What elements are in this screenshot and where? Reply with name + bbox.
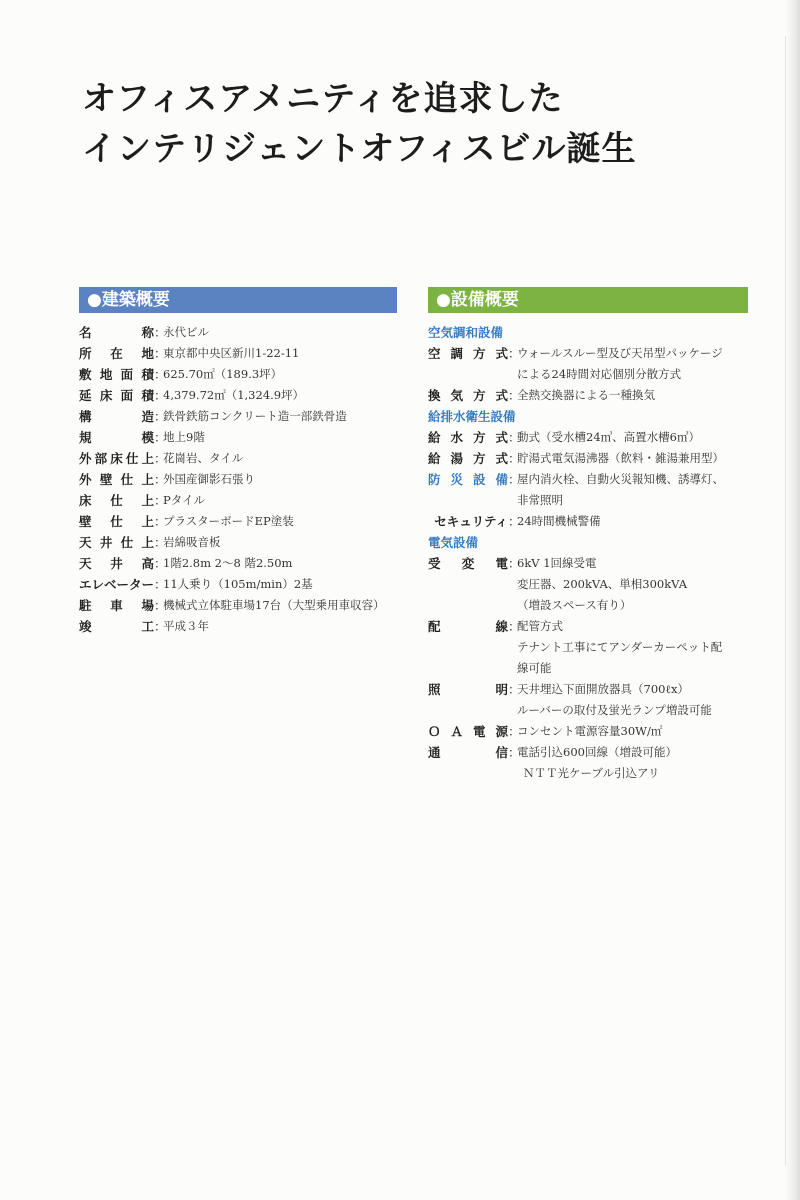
equip-value-line: 線可能 (517, 661, 552, 675)
equip-label: 空調方式 (428, 346, 508, 361)
equip-value-line: 電話引込600回線（増設可能） (517, 745, 677, 759)
spec-label: 壁仕上 (79, 514, 154, 529)
spec-value: 永代ビル (163, 325, 209, 339)
spec-label: 敷地面積 (79, 367, 154, 382)
spec-row-exterior-wall (79, 469, 397, 490)
equip-row-ventilation (428, 385, 748, 406)
spec-value: 4,379.72㎡（1,324.9坪） (163, 388, 305, 402)
colon: ： (154, 451, 167, 466)
spec-value: 機械式立体駐車場17台（大型乗用車収容） (163, 598, 385, 612)
spec-label: 規模 (79, 430, 154, 445)
equip-row-water-supply (428, 427, 748, 448)
equip-value (517, 427, 748, 448)
spec-value: 平成３年 (163, 619, 209, 633)
spec-label: 外壁仕上 (79, 472, 154, 487)
colon: ： (508, 430, 521, 445)
equip-value (517, 469, 748, 511)
spec-row-ceiling-finish (79, 532, 397, 553)
spec-value: 岩綿吸音板 (163, 535, 221, 549)
equip-row-hot-water (428, 448, 748, 469)
colon: ： (508, 619, 521, 634)
equip-value-line: ウォールスルー型及び天吊型パッケージ (517, 346, 723, 360)
equip-row-lighting (428, 679, 748, 721)
spec-value: Pタイル (163, 493, 206, 507)
equip-row-security (428, 511, 748, 532)
spec-value: 外国産御影石張り (163, 472, 255, 486)
equip-value-line: 変圧器、200kVA、単相300kVA (517, 577, 687, 591)
colon: ： (508, 388, 521, 403)
colon: ： (508, 346, 521, 361)
equip-label: ＯＡ電源 (428, 724, 508, 739)
spec-row-site-area (79, 364, 397, 385)
spec-label: 名称 (79, 325, 154, 340)
spec-label: 竣工 (79, 619, 154, 634)
spec-row-floor-finish (79, 490, 397, 511)
spec-value: 花崗岩、タイル (163, 451, 244, 465)
equip-value-line: 屋内消火栓、自動火災報知機、誘導灯、 (517, 472, 724, 486)
equip-row-air-conditioning (428, 343, 748, 385)
equip-label: セキュリティ (434, 514, 508, 529)
spec-row-address (79, 343, 397, 364)
equip-value (517, 448, 748, 469)
equip-row-power-receiving (428, 553, 748, 616)
spec-label: 所在地 (79, 346, 154, 361)
equip-value-line: 天井埋込下面開放器具（700ℓx） (517, 682, 689, 696)
headline-line-1: オフィスアメニティを追求した (82, 79, 564, 119)
equip-value (517, 343, 748, 385)
equip-label: 給湯方式 (428, 451, 508, 466)
spec-label: 延床面積 (79, 388, 154, 403)
headline-line-2: インテリジェントオフィスビル誕生 (82, 129, 637, 169)
equip-value (517, 553, 748, 616)
equip-value-line: 全熱交換器による一種換気 (517, 388, 655, 402)
colon: ： (154, 430, 167, 445)
spec-label: 天井仕上 (79, 535, 154, 550)
spec-row-scale (79, 427, 397, 448)
equip-value (517, 721, 748, 742)
equip-value-line: 配管方式 (517, 619, 563, 633)
equip-value-line: による24時間対応個別分散方式 (517, 367, 682, 381)
spec-row-ceiling-height (79, 553, 397, 574)
spec-row-name (79, 322, 397, 343)
building-overview-section (79, 287, 397, 637)
spec-value: 東京都中央区新川1-22-11 (163, 346, 300, 360)
colon: ： (508, 514, 521, 529)
colon: ： (508, 451, 521, 466)
spec-row-parking (79, 595, 397, 616)
building-spec-list (79, 322, 397, 637)
equipment-overview-section (428, 287, 748, 784)
colon: ： (154, 472, 167, 487)
spec-row-exterior-floor (79, 448, 397, 469)
spec-label: 駐車場 (79, 598, 154, 613)
equip-value (517, 679, 748, 721)
equip-label: 照明 (428, 682, 508, 697)
equip-label: 受変電 (428, 556, 508, 571)
colon: ： (154, 556, 167, 571)
colon: ： (508, 724, 521, 739)
spec-row-elevator (79, 574, 397, 595)
equipment-overview-heading: ●設備概要 (428, 287, 748, 313)
spec-label: 天井高 (79, 556, 154, 571)
colon: ： (154, 346, 167, 361)
colon: ： (154, 367, 167, 382)
hvac-subheading: 空気調和設備 (428, 325, 504, 340)
equip-value-line: コンセント電源容量30W/㎡ (517, 724, 663, 738)
equip-value-line: 6kV 1回線受電 (517, 556, 597, 570)
spec-row-completion (79, 616, 397, 637)
colon: ： (154, 535, 167, 550)
equip-row-oa-power (428, 721, 748, 742)
equip-value-line: （増設スペース有り） (517, 598, 632, 612)
spec-label: エレベーター (79, 577, 155, 592)
equip-value-line: テナント工事にてアンダーカーペット配 (517, 640, 723, 654)
equip-value-line: 非常照明 (517, 493, 563, 507)
equip-row-fire-safety (428, 469, 748, 511)
page-headline (82, 74, 637, 174)
equip-value-line: 24時間機械警備 (517, 514, 601, 528)
equipment-spec-list (428, 322, 748, 784)
equip-row-communication (428, 742, 748, 784)
spec-value: 鉄骨鉄筋コンクリート造一部鉄骨造 (163, 409, 347, 423)
spec-value: 1階2.8m 2〜8 階2.50m (163, 556, 293, 570)
colon: ： (154, 409, 167, 424)
colon: ： (508, 472, 521, 487)
equip-value-line: 貯湯式電気湯沸器（飲料・雑湯兼用型） (517, 451, 724, 465)
colon: ： (508, 556, 521, 571)
spec-label: 床仕上 (79, 493, 154, 508)
spec-value: プラスターボードEP塗装 (163, 514, 294, 528)
equip-value-line: 動式（受水槽24㎥、高置水槽6㎥） (517, 430, 700, 444)
page-edge-shadow (786, 0, 800, 1200)
electrical-subheading: 電気設備 (428, 535, 479, 550)
spec-value: 11人乗り（105m/min）2基 (163, 577, 313, 591)
colon: ： (154, 493, 167, 508)
equip-value-line: ＮＴＴ光ケーブル引込アリ (523, 766, 660, 780)
equip-label: 防災設備 (428, 472, 508, 487)
spec-row-wall-finish (79, 511, 397, 532)
colon: ： (154, 325, 167, 340)
equip-value (517, 742, 748, 784)
colon: ： (154, 514, 167, 529)
colon: ： (154, 577, 167, 592)
equip-value-line: ルーバーの取付及蛍光ランプ増設可能 (517, 703, 712, 717)
colon: ： (508, 682, 521, 697)
colon: ： (508, 745, 521, 760)
colon: ： (154, 388, 167, 403)
building-overview-heading: ●建築概要 (79, 287, 397, 313)
equip-label: 配線 (428, 619, 508, 634)
equip-value (517, 511, 748, 532)
colon: ： (154, 619, 167, 634)
spec-value: 地上9階 (163, 430, 205, 444)
equip-label: 給水方式 (428, 430, 508, 445)
spec-row-floor-area (79, 385, 397, 406)
colon: ： (154, 598, 167, 613)
equip-value (517, 385, 748, 406)
spec-value: 625.70㎡（189.3坪） (163, 367, 283, 381)
spec-label: 外部床仕上 (79, 451, 154, 466)
spec-row-structure (79, 406, 397, 427)
equip-value (517, 616, 748, 679)
equip-label: 通信 (428, 745, 508, 760)
spec-label: 構造 (79, 409, 154, 424)
equip-row-wiring (428, 616, 748, 679)
plumbing-subheading: 給排水衛生設備 (428, 409, 516, 424)
equip-label: 換気方式 (428, 388, 508, 403)
